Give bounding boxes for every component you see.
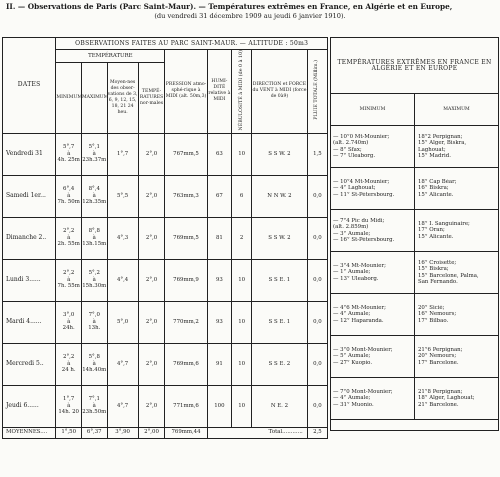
cell-line: à bbox=[92, 150, 96, 157]
cell-line: — 4° Laghouat; bbox=[333, 185, 376, 192]
row-minima bbox=[331, 336, 415, 378]
cell-line: — 13° Uleaborg. bbox=[333, 275, 379, 282]
cell-line: 16° Nemours; bbox=[418, 311, 457, 318]
cell-line: à bbox=[92, 318, 96, 325]
cell-line: 2h. 55m bbox=[57, 241, 80, 248]
cell-line: 18° Alger, Laghouat; bbox=[418, 395, 475, 402]
table-row bbox=[3, 133, 328, 175]
row-nebulosite: 10 bbox=[232, 259, 252, 301]
cell-line: 24h. bbox=[62, 325, 75, 332]
cell-line: à bbox=[67, 318, 71, 325]
row-maximum bbox=[81, 385, 107, 427]
table-row bbox=[3, 259, 328, 301]
cell-line: 23h.37m bbox=[82, 157, 107, 164]
extremes-header: TEMPÉRATURES EXTRÊMES EN FRANCE EN ALGÉRIE ET EN EUROPE bbox=[331, 38, 499, 94]
cell-line: 3°,0 bbox=[63, 312, 75, 319]
row-vent: N N W. 2 bbox=[252, 175, 308, 217]
row-normale: 2°,0 bbox=[138, 217, 165, 259]
cell-line: à bbox=[67, 150, 71, 157]
observations-table bbox=[2, 37, 328, 439]
cell-line: 15° Barcelone, Palma, bbox=[418, 272, 479, 279]
cell-line: 5°,2 bbox=[88, 270, 100, 277]
table-row bbox=[3, 175, 328, 217]
row-pression: 771mm,6 bbox=[165, 385, 207, 427]
pluie-header bbox=[307, 50, 327, 134]
cell-line: (alt. 2.859m) bbox=[333, 224, 369, 230]
row-pression: 763mm,3 bbox=[165, 175, 207, 217]
row-vent: S S E. 2 bbox=[252, 343, 308, 385]
cell-line: 15° Madrid. bbox=[418, 153, 451, 159]
footer-moy: 3°,90 bbox=[107, 427, 138, 438]
cell-line: 16° Biskra; bbox=[418, 185, 449, 192]
row-nebulosite: 10 bbox=[232, 385, 252, 427]
extremes-row bbox=[331, 168, 499, 210]
row-nebulosite: 2 bbox=[232, 217, 252, 259]
cell-line: 21° Barcelone. bbox=[418, 401, 459, 408]
table-row bbox=[3, 385, 328, 427]
row-humidite: 93 bbox=[207, 259, 231, 301]
row-date: Lundi 3...... bbox=[3, 259, 56, 301]
cell-line: à bbox=[92, 234, 96, 241]
row-maxima bbox=[415, 210, 499, 252]
cell-line: 4h. 25m bbox=[57, 157, 80, 164]
row-minimum bbox=[56, 133, 82, 175]
row-date: Mardi 4...... bbox=[3, 301, 56, 343]
row-nebulosite: 10 bbox=[232, 133, 252, 175]
row-minima bbox=[331, 252, 415, 294]
row-humidite: 93 bbox=[207, 301, 231, 343]
cell-line: — 4°6 Mt-Mounier; bbox=[333, 304, 386, 311]
row-vent: S S E. 1 bbox=[252, 259, 308, 301]
row-pluie: 0,0 bbox=[307, 217, 327, 259]
extremes-row bbox=[331, 294, 499, 336]
pluie-label: PLUIE TOTALE (Millim.) bbox=[314, 60, 320, 121]
cell-line: San Fernando. bbox=[418, 279, 458, 285]
row-pression: 769mm,5 bbox=[165, 217, 207, 259]
cell-line: — 1° Aumale; bbox=[333, 269, 371, 276]
row-moyenne: 4°,7 bbox=[107, 385, 138, 427]
footer-press: 769mm,44 bbox=[165, 427, 207, 438]
maximum-header: MAXIMUM bbox=[81, 63, 107, 133]
cell-line: — 3°4 Mt-Mounier; bbox=[333, 262, 386, 269]
extremes-footer bbox=[331, 420, 499, 431]
row-pression: 769mm,6 bbox=[165, 343, 207, 385]
cell-line: — 7° Uleaborg. bbox=[333, 153, 376, 159]
document-title: II. — Observations de Paris (Parc Saint-Maur). — Températures extrêmes en France, en Algérie et en Europe, bbox=[6, 2, 453, 11]
row-vent: S S W. 2 bbox=[252, 133, 308, 175]
row-moyenne: 4°,4 bbox=[107, 259, 138, 301]
cell-line: 21°6 Perpignan; bbox=[418, 346, 463, 353]
footer-max: 6°,37 bbox=[81, 427, 107, 438]
extremes-row bbox=[331, 126, 499, 168]
nebulosite-label: NÉBULOSITÉ à MIDI (de 0 à 10) bbox=[238, 50, 244, 131]
row-normale: 2°,0 bbox=[138, 259, 165, 301]
row-normale: 2°,0 bbox=[138, 385, 165, 427]
row-nebulosite: 10 bbox=[232, 301, 252, 343]
cell-line: 2°,2 bbox=[63, 354, 75, 361]
cell-line: 24 h. bbox=[61, 367, 76, 374]
row-moyenne: 4°,7 bbox=[107, 343, 138, 385]
extremes-row bbox=[331, 252, 499, 294]
row-pression: 770mm,2 bbox=[165, 301, 207, 343]
row-minima bbox=[331, 378, 415, 420]
cell-line: 1°,7 bbox=[63, 396, 75, 403]
cell-line: 7h. 55m bbox=[57, 283, 80, 290]
moyennes-header: Moyen-nes des obser-vations de 3, 6, 9, 12, 15, 18, 21 24 heu. bbox=[107, 63, 138, 133]
cell-line: — 7°0 Mont-Mounier; bbox=[333, 388, 393, 395]
cell-line: 17° Barcelone. bbox=[418, 359, 459, 366]
cell-line: 7°,0 bbox=[88, 312, 100, 319]
row-pluie: 0,0 bbox=[307, 385, 327, 427]
row-pression: 767mm,5 bbox=[165, 133, 207, 175]
table-row bbox=[3, 343, 328, 385]
cell-line: 18° Cap Béar; bbox=[418, 178, 457, 185]
vent-header: DIRECTION et FORCE du VENT à MIDI (force de 0à9) bbox=[252, 50, 308, 134]
row-date: Mercredi 5.. bbox=[3, 343, 56, 385]
cell-line: — 10°4 Mt-Mounier; bbox=[333, 178, 390, 185]
cell-line: à bbox=[67, 360, 71, 367]
cell-line: — 4° Aumale; bbox=[333, 395, 371, 402]
cell-line: — 3° Aumale; bbox=[333, 230, 371, 237]
cell-line: — 3°0 Mont-Mounier; bbox=[333, 346, 393, 353]
cell-line: 23h.50m bbox=[82, 409, 107, 416]
cell-line: 14h.40m bbox=[82, 367, 107, 374]
row-vent: S S W. 2 bbox=[252, 217, 308, 259]
cell-line: — 5° Aumale; bbox=[333, 353, 371, 360]
row-maximum bbox=[81, 301, 107, 343]
cell-line: 15h.30m bbox=[82, 283, 107, 290]
row-minimum bbox=[56, 217, 82, 259]
cell-line: 5°,1 bbox=[88, 144, 100, 151]
cell-line: (alt. 2.740m) bbox=[333, 140, 369, 146]
footer-norm: 2°,00 bbox=[138, 427, 165, 438]
cell-line: 13h. bbox=[88, 325, 101, 332]
cell-line: à bbox=[92, 192, 96, 199]
cell-line: 15° Biskra; bbox=[418, 266, 449, 272]
cell-line: 17° Oran; bbox=[418, 227, 445, 234]
cell-line: à bbox=[67, 234, 71, 241]
row-moyenne: 5°,0 bbox=[107, 301, 138, 343]
cell-line: 17° Bilbao. bbox=[418, 317, 449, 324]
cell-line: — 10°0 Mt-Mounier; bbox=[333, 133, 390, 140]
cell-line: 7°,1 bbox=[88, 396, 100, 403]
row-humidite: 100 bbox=[207, 385, 231, 427]
footer-total: 2,5 bbox=[307, 427, 327, 438]
cell-line: à bbox=[67, 276, 71, 283]
cell-line: 20° Sicié; bbox=[418, 304, 445, 311]
humidite-header: HUMI-DITÉ relative à MIDI bbox=[207, 50, 231, 134]
row-date: Jeudi 6...... bbox=[3, 385, 56, 427]
row-normale: 2°,0 bbox=[138, 343, 165, 385]
row-minimum bbox=[56, 385, 82, 427]
row-date: Samedi 1er... bbox=[3, 175, 56, 217]
row-maximum bbox=[81, 259, 107, 301]
cell-line: 2°,2 bbox=[63, 228, 75, 235]
minima-header: MINIMUM bbox=[331, 94, 415, 126]
row-pluie: 0,0 bbox=[307, 301, 327, 343]
row-moyenne: 4°,3 bbox=[107, 217, 138, 259]
row-normale: 2°,0 bbox=[138, 133, 165, 175]
extremes-row bbox=[331, 378, 499, 420]
row-minima bbox=[331, 210, 415, 252]
cell-line: 14h. 20 bbox=[58, 409, 79, 416]
cell-line: à bbox=[67, 192, 71, 199]
cell-line: 8°,8 bbox=[88, 228, 100, 235]
cell-line: 6°,4 bbox=[63, 186, 75, 193]
row-pluie: 1,5 bbox=[307, 133, 327, 175]
extremes-row bbox=[331, 210, 499, 252]
row-moyenne: 5°,5 bbox=[107, 175, 138, 217]
row-vent: N E. 2 bbox=[252, 385, 308, 427]
cell-line: à bbox=[92, 360, 96, 367]
row-nebulosite: 10 bbox=[232, 343, 252, 385]
cell-line: 18°2 Perpignan; bbox=[418, 133, 463, 140]
footer-total-label: Total............ bbox=[207, 427, 307, 438]
row-humidite: 81 bbox=[207, 217, 231, 259]
cell-line: — 31° Muonio. bbox=[333, 401, 374, 408]
extremes-table bbox=[330, 37, 499, 431]
row-pluie: 0,0 bbox=[307, 259, 327, 301]
row-vent: S S E. 1 bbox=[252, 301, 308, 343]
row-normale: 2°,0 bbox=[138, 175, 165, 217]
cell-line: — 8° Sfax; bbox=[333, 146, 362, 153]
cell-line: — 16° St-Pétersbourg. bbox=[333, 237, 395, 243]
cell-line: à bbox=[92, 402, 96, 409]
cell-line: — 7°4 Pic du Midi; bbox=[333, 217, 385, 224]
row-humidite: 67 bbox=[207, 175, 231, 217]
row-minimum bbox=[56, 343, 82, 385]
row-minima bbox=[331, 294, 415, 336]
cell-line: 13h.15m bbox=[82, 241, 107, 248]
cell-line: à bbox=[92, 276, 96, 283]
dates-header: DATES bbox=[3, 38, 56, 134]
cell-line: 12h.35m bbox=[82, 199, 107, 206]
row-maxima bbox=[415, 378, 499, 420]
cell-line: Laghouat; bbox=[418, 146, 446, 153]
row-minimum bbox=[56, 175, 82, 217]
row-humidite: 91 bbox=[207, 343, 231, 385]
row-pluie: 0,0 bbox=[307, 175, 327, 217]
minimum-header: MINIMUM bbox=[56, 63, 82, 133]
cell-line: 18° I. Sanguinaire; bbox=[418, 220, 470, 227]
cell-line: 8°,4 bbox=[88, 186, 100, 193]
maxima-header: MAXIMUM bbox=[415, 94, 499, 126]
cell-line: — 27° Kuopio. bbox=[333, 359, 373, 366]
row-maximum bbox=[81, 343, 107, 385]
cell-line: 15° Alicante. bbox=[418, 191, 454, 198]
row-moyenne: 1°,7 bbox=[107, 133, 138, 175]
row-nebulosite: 6 bbox=[232, 175, 252, 217]
row-minimum bbox=[56, 301, 82, 343]
cell-line: 16° Croisette; bbox=[418, 259, 457, 266]
pression-header: PRESSION atmo-sphé-rique à MIDI (alt. 50m,3) bbox=[165, 50, 207, 134]
row-minima bbox=[331, 168, 415, 210]
row-maxima bbox=[415, 294, 499, 336]
row-maxima bbox=[415, 252, 499, 294]
row-minima bbox=[331, 126, 415, 168]
temperature-header: TEMPÉRATURE bbox=[56, 50, 165, 63]
cell-line: — 4° Aumale; bbox=[333, 311, 371, 318]
cell-line: à bbox=[67, 402, 71, 409]
row-maximum bbox=[81, 175, 107, 217]
cell-line: 15° Alger, Biskra, bbox=[418, 140, 467, 146]
row-pression: 769mm,9 bbox=[165, 259, 207, 301]
cell-line: 20° Nemours; bbox=[418, 353, 457, 360]
footer-min: 1°,50 bbox=[56, 427, 82, 438]
cell-line: 7h. 50m bbox=[57, 199, 80, 206]
cell-line: 5°,7 bbox=[63, 144, 75, 151]
cell-line: 5°,8 bbox=[88, 354, 100, 361]
cell-line: — 11° St-Pétersbourg. bbox=[333, 191, 395, 198]
row-maxima bbox=[415, 336, 499, 378]
table-row bbox=[3, 217, 328, 259]
document-subtitle: (du vendredi 31 décembre 1909 au jeudi 6 janvier 1910). bbox=[154, 12, 346, 20]
row-pluie: 0,0 bbox=[307, 343, 327, 385]
cell-line: 15° Alicante. bbox=[418, 233, 454, 240]
observations-header: OBSERVATIONS FAITES AU PARC SAINT-MAUR. — ALTITUDE : 50m3 bbox=[56, 38, 328, 50]
cell-line: 21°8 Perpignan; bbox=[418, 388, 463, 395]
row-maxima bbox=[415, 126, 499, 168]
normales-header: TEMPÉ-RATURES nor-males bbox=[138, 63, 165, 133]
row-minimum bbox=[56, 259, 82, 301]
cell-line: — 12° Haparanda. bbox=[333, 317, 384, 324]
row-maxima bbox=[415, 168, 499, 210]
nebulosite-header bbox=[232, 50, 252, 134]
row-maximum bbox=[81, 133, 107, 175]
table-row bbox=[3, 301, 328, 343]
footer-label: MOYENNES.... bbox=[3, 427, 56, 438]
row-date: Vendredi 31 bbox=[3, 133, 56, 175]
row-date: Dimanche 2.. bbox=[3, 217, 56, 259]
cell-line: 2°,2 bbox=[63, 270, 75, 277]
row-humidite: 63 bbox=[207, 133, 231, 175]
row-maximum bbox=[81, 217, 107, 259]
row-normale: 2°,0 bbox=[138, 301, 165, 343]
extremes-row bbox=[331, 336, 499, 378]
